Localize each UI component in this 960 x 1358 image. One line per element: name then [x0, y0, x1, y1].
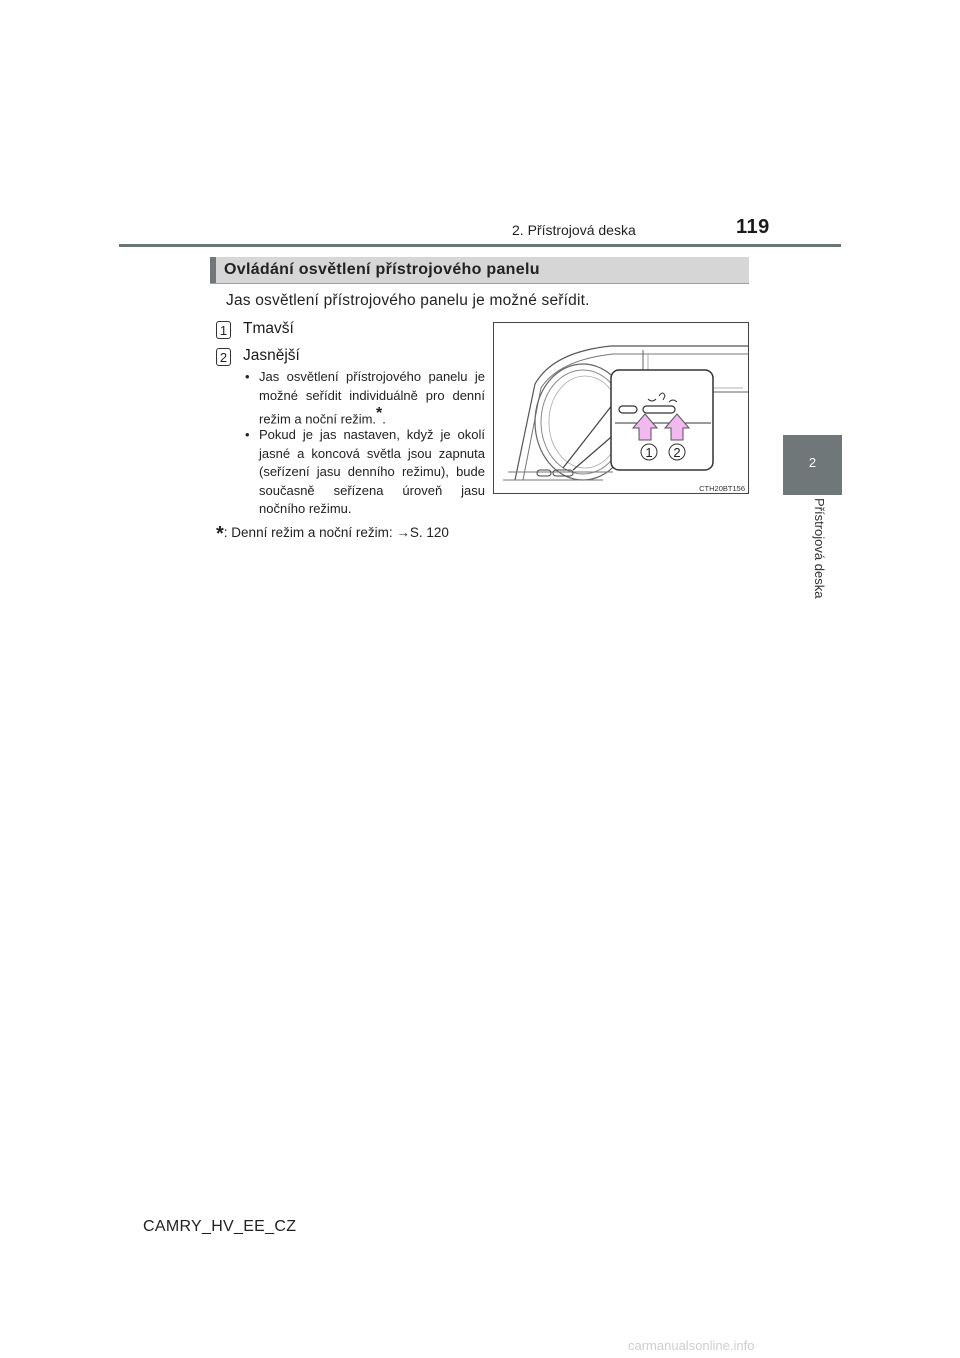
footnote-star: *: [216, 523, 224, 545]
bullet-item: [245, 426, 485, 519]
section-heading: Ovládání osvětlení přístrojového panelu: [224, 261, 540, 278]
instrument-panel-illustration: [493, 322, 749, 494]
side-tab-number: 2: [808, 455, 817, 470]
callout-1: 1: [645, 445, 653, 460]
side-tab-label: Přístrojová deska: [812, 498, 827, 599]
document-code: CAMRY_HV_EE_CZ: [143, 1218, 297, 1235]
intro-text: Jas osvětlení přístrojového panelu je možné seřídit.: [226, 292, 590, 309]
bullet-marker: •: [245, 369, 250, 384]
bullet-marker: •: [245, 427, 250, 442]
bullet-item: [245, 368, 485, 429]
item-number-1: 1: [216, 321, 231, 339]
callout-2: 2: [673, 445, 681, 460]
bullet-text: Jas osvětlení přístrojového panelu je možné seřídit individuálně pro denní režim a noční režim.: [259, 369, 485, 427]
page-number: 119: [736, 216, 770, 238]
chapter-title: 2. Přístrojová deska: [512, 222, 636, 238]
item-number-2: 2: [216, 348, 231, 366]
footnote-marker: *: [376, 405, 383, 422]
illustration-code: CTH20BT156: [699, 484, 745, 493]
bullet-text: Pokud je jas nastaven, když je okolí jasné a koncová světla jsou zapnuta (seřízení jasu denního režimu), bude současně seřízena úroveň jasu nočního režimu.: [259, 427, 485, 516]
chapter-side-tab: [783, 435, 842, 495]
watermark: carmanualsonline.info: [628, 1338, 755, 1353]
header-rule: [119, 244, 841, 247]
item-label-darker: Tmavší: [243, 320, 294, 337]
item-label-brighter: Jasnější: [243, 347, 300, 364]
footnote: [216, 520, 449, 543]
footnote-text: : Denní režim a noční režim: →S. 120: [223, 525, 449, 540]
bullet-end: .: [382, 411, 386, 427]
